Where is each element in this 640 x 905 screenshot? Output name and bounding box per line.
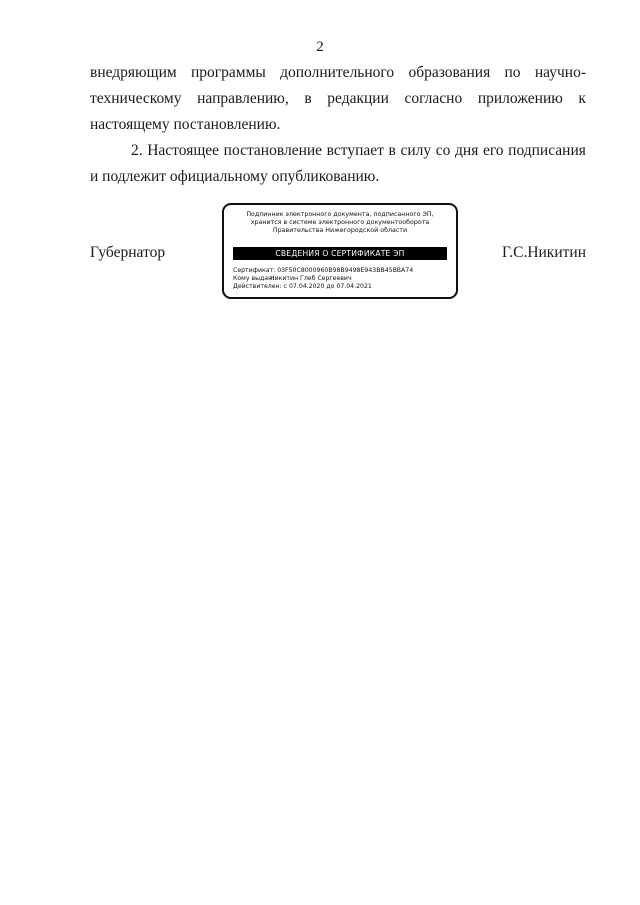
validity-row [233,283,413,291]
word: в [388,142,396,159]
word: в [304,90,312,107]
certificate-row [233,267,413,275]
word: со [435,142,451,159]
paragraph-2 [90,138,586,190]
stamp-banner: СВЕДЕНИЯ О СЕРТИФИКАТЕ ЭП [233,247,447,260]
word: программы [190,64,266,81]
word: по [504,64,521,81]
owner-label: Кому выдан: [233,275,275,282]
paragraph-2-line-1 [90,138,586,164]
page-number: 2 [316,39,324,55]
stamp-header [224,211,456,235]
word: согласно [404,90,463,107]
owner-value: Никитин Глеб Сергеевич [269,275,352,282]
validity-label: Действителен: [233,283,282,290]
word: техническому [90,90,182,107]
word: направлению, [197,90,289,107]
word: научно- [534,64,586,81]
word: силу [400,142,432,159]
signatory-title: Губернатор [90,244,166,261]
word: подписания [508,142,586,159]
validity-value: с 07.04.2020 до 07.04.2021 [283,283,372,290]
word: к [578,90,586,107]
paragraph-1-line-1 [90,60,586,86]
stamp-header-line: Правительства Нижегородской области [272,227,408,234]
word: приложению [477,90,563,107]
owner-row [233,275,413,283]
word: 2. [131,142,143,159]
stamp-details [233,267,413,291]
word: образования [408,64,491,81]
word: внедряющим [90,64,177,81]
paragraph-1-line-2 [90,86,586,112]
word: редакции [327,90,389,107]
word: дополнительного [280,64,395,81]
electronic-signature-stamp [222,203,458,299]
word: его [482,142,504,159]
paragraph-2-line-2: и подлежит официальному опубликованию. [90,168,380,185]
stamp-header-line: хранится в системе электронного документооборота [250,219,430,226]
signatory-name: Г.С.Никитин [502,244,586,261]
word: вступает [326,142,384,159]
certificate-value: 03F50C8000960B98B9498E943BB45BBA74 [277,267,414,274]
certificate-label: Сертификат: [233,267,276,274]
word: постановление [223,142,323,159]
word: дня [455,142,479,159]
word: Настоящее [147,142,220,159]
paragraph-1 [90,60,586,138]
paragraph-1-line-3: настоящему постановлению. [90,116,281,133]
stamp-header-line: Подлинник электронного документа, подписанного ЭП, [246,211,434,218]
